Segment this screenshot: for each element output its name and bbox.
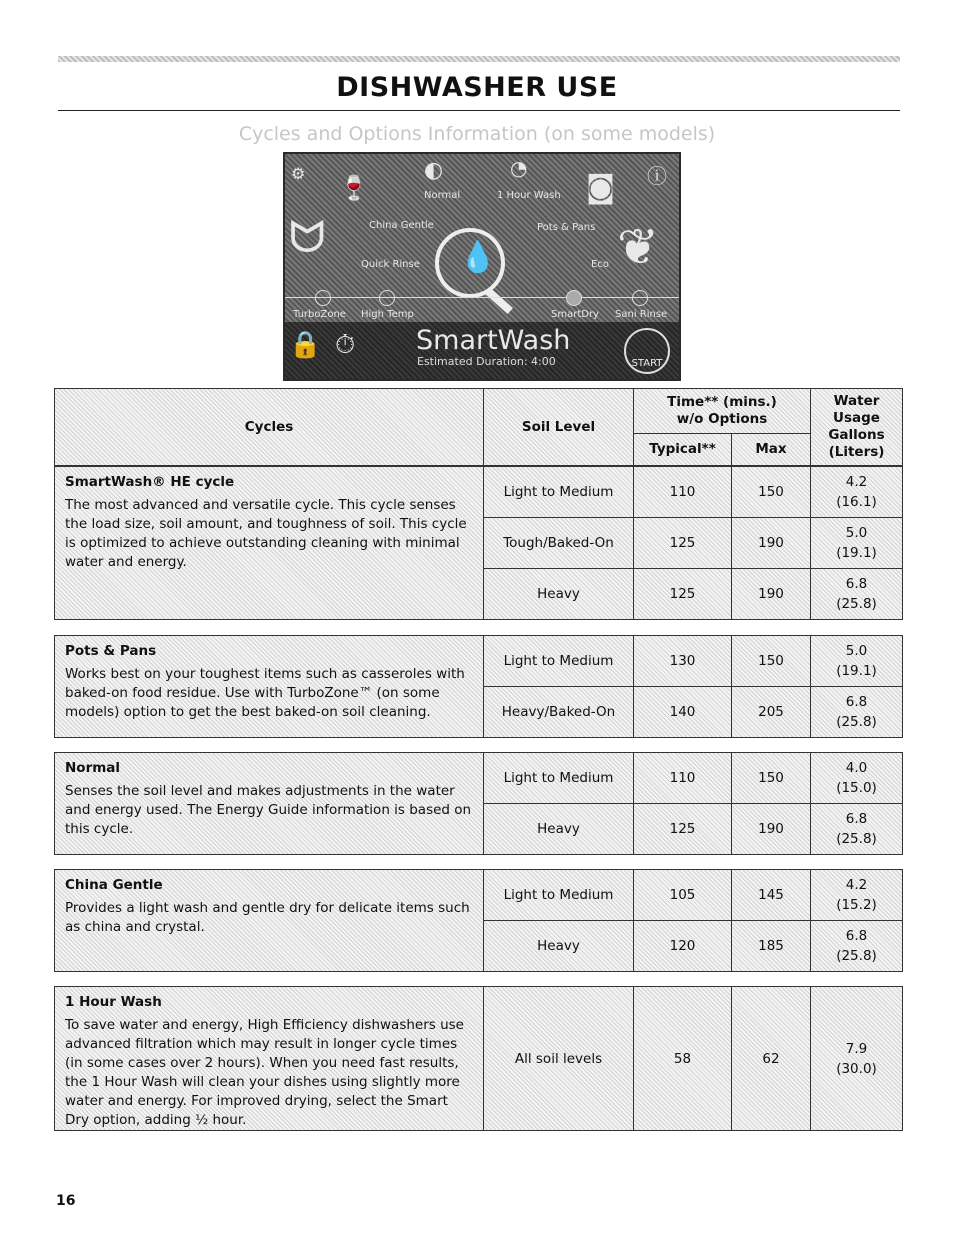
cycle-name: Normal [65,760,121,776]
cycle-name: Pots & Pans [65,643,157,659]
water-drop-icon: 💧 [459,240,497,275]
water-usage-cell [811,753,903,804]
soil-level-cell: Light to Medium [484,467,634,518]
water-liters: (15.0) [836,780,877,796]
soil-level-cell: Tough/Baked-On [484,518,634,569]
max-time-cell: 145 [732,870,811,921]
max-time-cell: 190 [732,804,811,855]
cycle-table-0 [54,466,903,620]
water-gallons: 4.0 [845,760,868,776]
water-gallons: 4.2 [845,474,868,490]
water-liters: (19.1) [836,663,877,679]
max-time-cell: 190 [732,569,811,620]
water-liters: (25.8) [836,596,877,612]
soil-level-cell: Light to Medium [484,870,634,921]
water-liters: (25.8) [836,831,877,847]
cycle-name: SmartWash® HE cycle [65,474,235,490]
cycle-description: Senses the soil level and makes adjustments in the water and energy used. The Energy Guide information is based on this cycle. [65,783,472,837]
water-gallons: 6.8 [845,928,868,944]
max-time-cell: 150 [732,467,811,518]
cycle-description-cell [55,636,484,738]
header-time-line2: w/o Options [676,411,768,427]
water-liters: (19.1) [836,545,877,561]
header-time-line1: Time** (mins.) [667,394,777,410]
header-water-l3: Gallons [828,427,885,443]
water-gallons: 6.8 [845,576,868,592]
cycle-description-cell [55,870,484,972]
leaf-icon: ❦ [617,218,659,276]
water-usage-cell [811,987,903,1131]
water-gallons: 5.0 [845,525,868,541]
typical-time-cell: 125 [634,518,732,569]
soil-level-cell: Heavy/Baked-On [484,687,634,738]
normal-plate-icon: ◐ [424,158,444,183]
header-water-l4: (Liters) [828,444,885,460]
panel-label-china-gentle: China Gentle [369,220,434,231]
panel-smartwash-title: SmartWash [416,325,571,356]
panel-label-sani-rinse: Sani Rinse [615,309,668,320]
page-number: 16 [56,1193,76,1209]
typical-time-cell: 140 [634,687,732,738]
header-water-l1: Water [833,393,880,409]
panel-label-smartdry: SmartDry [551,309,599,320]
panel-label-1-hour: 1 Hour Wash [497,190,561,201]
max-time-cell: 190 [732,518,811,569]
typical-time-cell: 58 [634,987,732,1131]
water-gallons: 5.0 [845,643,868,659]
table-row [55,636,903,687]
soil-level-cell: Light to Medium [484,753,634,804]
sani-rinse-indicator [632,290,648,306]
header-water-l2: Usage [833,410,880,426]
gear-icon: ⚙ [291,164,306,183]
high-temp-indicator [379,290,395,306]
water-usage-cell [811,636,903,687]
turbozone-indicator [315,290,331,306]
panel-label-high-temp: High Temp [361,309,414,320]
section-subtitle: Cycles and Options Information (on some models) [238,123,716,145]
cycle-description: Provides a light wash and gentle dry for delicate items such as china and crystal. [65,900,470,935]
soil-level-cell: Light to Medium [484,636,634,687]
water-liters: (25.8) [836,714,877,730]
start-label: START [631,358,663,369]
panel-label-eco: Eco [591,259,609,270]
water-usage-cell [811,921,903,972]
cycle-description: Works best on your toughest items such as casseroles with baked-on food residue. Use with TurboZone™ (on some models) option to get the best baked-on soil cleaning. [65,666,465,720]
cycle-name: 1 Hour Wash [65,994,162,1010]
water-gallons: 6.8 [845,811,868,827]
typical-time-cell: 130 [634,636,732,687]
table-row [55,753,903,804]
soil-level-cell: Heavy [484,569,634,620]
cycle-description: To save water and energy, High Efficiency dishwashers use advanced filtration which may result in longer cycle times (in some cases over 2 hours). When you need fast results, the 1 Hour Wash will clean your dishes using slightly more water and energy. For improved drying, select the Smart Dry option, adding ½ hour. [65,1017,464,1128]
header-soil-level: Soil Level [484,389,634,466]
soil-level-cell: Heavy [484,921,634,972]
control-panel-image [283,152,681,381]
cycle-table-3 [54,869,903,972]
typical-time-cell: 120 [634,921,732,972]
header-cycles: Cycles [55,389,484,466]
smartdry-indicator [566,290,582,306]
typical-time-cell: 110 [634,753,732,804]
top-decorative-bar [58,56,900,62]
max-time-cell: 62 [732,987,811,1131]
cycle-name: China Gentle [65,877,163,893]
delay-timer-icon: ⏱ [335,330,356,360]
panel-label-pots-pans: Pots & Pans [537,222,596,233]
water-usage-cell [811,467,903,518]
header-water-usage [811,389,903,466]
cycle-description-cell [55,987,484,1131]
water-gallons: 4.2 [845,877,868,893]
info-icon: ⓘ [647,164,667,188]
water-usage-cell [811,518,903,569]
typical-time-cell: 110 [634,467,732,518]
quick-rinse-icon: ᗢ [289,212,326,263]
max-time-cell: 185 [732,921,811,972]
table-row [55,870,903,921]
pot-icon: ◙ [586,170,616,205]
max-time-cell: 150 [732,753,811,804]
water-usage-cell [811,687,903,738]
option-line [285,297,679,298]
soil-level-cell: Heavy [484,804,634,855]
cycle-table-1 [54,635,903,738]
clock-icon: ◔ [510,156,528,180]
typical-time-cell: 105 [634,870,732,921]
water-usage-cell [811,870,903,921]
table-row [55,987,903,1131]
water-liters: (25.8) [836,948,877,964]
china-glass-icon: 🍷 [339,174,369,202]
lock-icon: 🔒 [289,330,322,360]
start-button-icon [624,328,670,374]
table-row [55,467,903,518]
header-max: Max [732,434,811,466]
max-time-cell: 205 [732,687,811,738]
page-title: DISHWASHER USE [336,72,618,103]
header-time [634,389,811,434]
header-typical: Typical** [634,434,732,466]
panel-label-quick-rinse: Quick Rinse [361,259,420,270]
water-liters: (15.2) [836,897,877,913]
cycle-table-4 [54,986,903,1131]
title-divider [58,110,900,111]
cycle-description-cell [55,467,484,620]
water-usage-cell [811,569,903,620]
water-gallons: 7.9 [845,1040,868,1057]
typical-time-cell: 125 [634,569,732,620]
cycle-description-cell [55,753,484,855]
water-usage-cell [811,804,903,855]
max-time-cell: 150 [732,636,811,687]
panel-label-normal: Normal [424,190,461,201]
soil-level-cell: All soil levels [484,987,634,1131]
cycles-header-table [54,388,903,466]
cycle-table-2 [54,752,903,855]
panel-label-turbozone: TurboZone [293,309,346,320]
typical-time-cell: 125 [634,804,732,855]
water-liters: (30.0) [836,1060,877,1077]
cycle-description: The most advanced and versatile cycle. This cycle senses the load size, soil amount, and toughness of soil. This cycle is optimized to achieve outstanding cleaning with minimal water and energy. [65,497,467,570]
water-gallons: 6.8 [845,694,868,710]
water-liters: (16.1) [836,494,877,510]
panel-estimated-duration: Estimated Duration: 4:00 [417,355,556,368]
